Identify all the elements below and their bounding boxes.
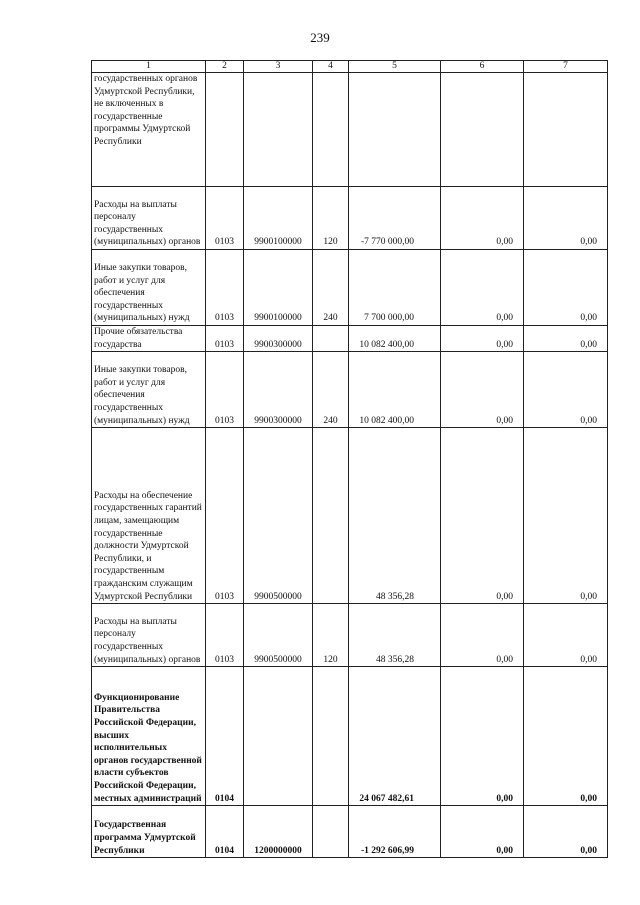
row-name: Расходы на выплаты персоналу государственных (муниципальных) органов — [92, 604, 206, 667]
row-amount: 10 082 400,00 — [349, 326, 441, 352]
table-row — [92, 352, 608, 428]
row-expense-type — [313, 326, 349, 352]
row-expense-type: 240 — [313, 250, 349, 326]
row-name: государственных органов Удмуртской Республики, не включенных в государственные программы Удмуртской Республики — [92, 73, 206, 187]
table-row — [92, 604, 608, 667]
row-col7: 0,00 — [524, 806, 608, 858]
row-section: 0103 — [206, 604, 244, 667]
row-col6: 0,00 — [441, 352, 524, 428]
row-expense-type — [313, 428, 349, 604]
row-expense-type — [313, 806, 349, 858]
row-col7: 0,00 — [524, 250, 608, 326]
row-col7: 0,00 — [524, 667, 608, 806]
row-col6: 0,00 — [441, 326, 524, 352]
row-col6 — [441, 73, 524, 187]
row-expense-type: 120 — [313, 187, 349, 250]
column-header: 4 — [313, 61, 349, 73]
row-target: 9900100000 — [244, 250, 313, 326]
row-section — [206, 73, 244, 187]
table-row-program — [92, 806, 608, 858]
column-header: 7 — [524, 61, 608, 73]
column-header: 6 — [441, 61, 524, 73]
row-section: 0103 — [206, 352, 244, 428]
column-header: 2 — [206, 61, 244, 73]
table-row — [92, 187, 608, 250]
table-row — [92, 428, 608, 604]
row-section: 0103 — [206, 326, 244, 352]
row-target — [244, 73, 313, 187]
row-name: Иные закупки товаров, работ и услуг для обеспечения государственных (муниципальных) нужд — [92, 352, 206, 428]
row-name: Расходы на выплаты персоналу государственных (муниципальных) органов — [92, 187, 206, 250]
row-section: 0103 — [206, 250, 244, 326]
row-col7: 0,00 — [524, 352, 608, 428]
row-col6: 0,00 — [441, 187, 524, 250]
row-col6: 0,00 — [441, 667, 524, 806]
row-expense-type: 120 — [313, 604, 349, 667]
row-section: 0104 — [206, 806, 244, 858]
row-target: 9900300000 — [244, 326, 313, 352]
table-row — [92, 250, 608, 326]
row-target: 9900300000 — [244, 352, 313, 428]
row-col6: 0,00 — [441, 604, 524, 667]
row-section: 0103 — [206, 187, 244, 250]
row-amount: -7 770 000,00 — [349, 187, 441, 250]
column-header: 5 — [349, 61, 441, 73]
row-col6: 0,00 — [441, 428, 524, 604]
row-col7 — [524, 73, 608, 187]
row-name: Иные закупки товаров, работ и услуг для обеспечения государственных (муниципальных) нужд — [92, 250, 206, 326]
row-col6: 0,00 — [441, 250, 524, 326]
row-amount: 24 067 482,61 — [349, 667, 441, 806]
row-amount: 7 700 000,00 — [349, 250, 441, 326]
row-col6: 0,00 — [441, 806, 524, 858]
row-name: Функционирование Правительства Российской Федерации, высших исполнительных органов государственной власти субъектов Российской Федерации, местных администраций — [92, 667, 206, 806]
row-target: 9900500000 — [244, 428, 313, 604]
row-target: 9900100000 — [244, 187, 313, 250]
row-name: Государственная программа Удмуртской Республики — [92, 806, 206, 858]
row-expense-type — [313, 667, 349, 806]
row-col7: 0,00 — [524, 604, 608, 667]
row-section: 0104 — [206, 667, 244, 806]
table-row — [92, 326, 608, 352]
row-amount — [349, 73, 441, 187]
row-col7: 0,00 — [524, 187, 608, 250]
page-number: 239 — [310, 30, 330, 45]
table-row — [92, 73, 608, 187]
row-target — [244, 667, 313, 806]
row-name: Расходы на обеспечение государственных гарантий лицам, замещающим государственные должности Удмуртской Республики, и государственным гражданским служащим Удмуртской Республики — [92, 428, 206, 604]
row-amount: 48 356,28 — [349, 428, 441, 604]
row-amount: 48 356,28 — [349, 604, 441, 667]
row-target: 1200000000 — [244, 806, 313, 858]
table-header-row — [92, 61, 608, 73]
budget-table — [91, 60, 608, 858]
row-amount: 10 082 400,00 — [349, 352, 441, 428]
row-name: Прочие обязательства государства — [92, 326, 206, 352]
row-col7: 0,00 — [524, 428, 608, 604]
row-section: 0103 — [206, 428, 244, 604]
row-expense-type — [313, 73, 349, 187]
row-col7: 0,00 — [524, 326, 608, 352]
row-expense-type: 240 — [313, 352, 349, 428]
column-header: 1 — [92, 61, 206, 73]
row-amount: -1 292 606,99 — [349, 806, 441, 858]
column-header: 3 — [244, 61, 313, 73]
table-row-section-heading — [92, 667, 608, 806]
row-target: 9900500000 — [244, 604, 313, 667]
